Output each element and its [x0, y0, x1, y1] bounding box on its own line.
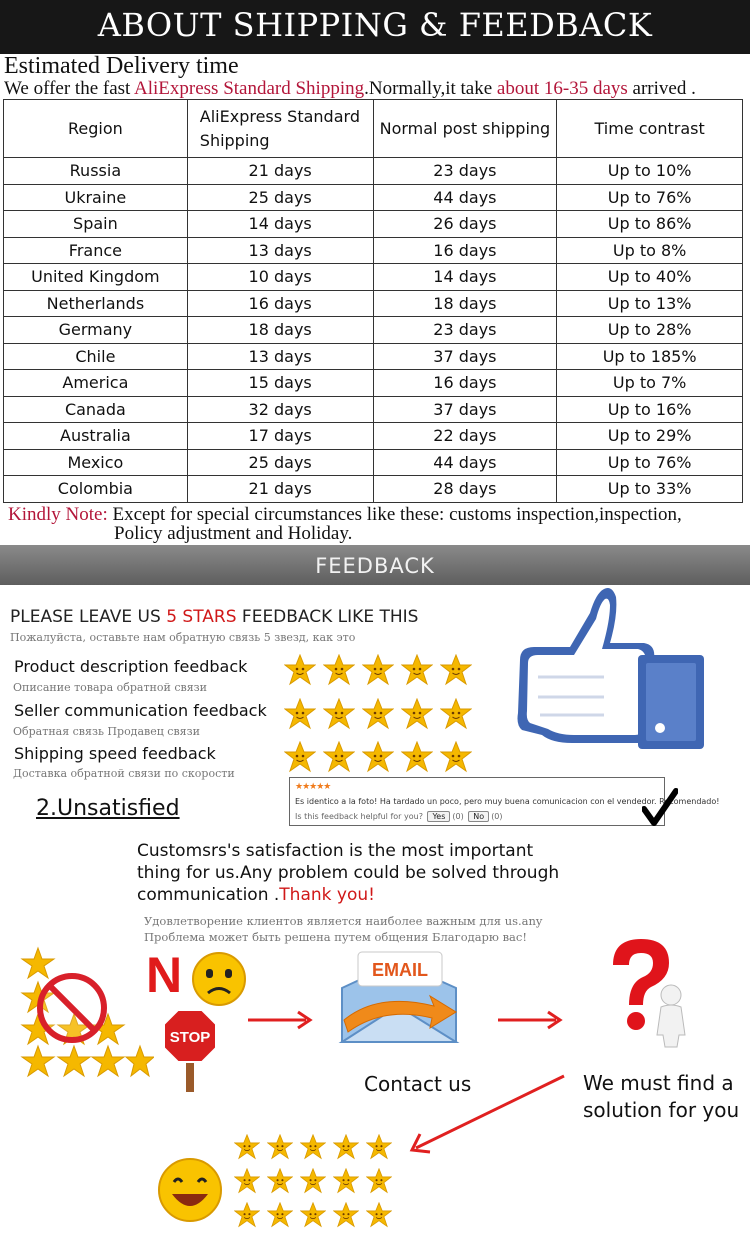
- standard-days-cell: 25 days: [187, 184, 373, 211]
- delivery-time-description: We offer the fast AliExpress Standard Shipping.Normally,it take about 16-35 days arrived .: [4, 78, 696, 99]
- star-icon: [362, 698, 394, 730]
- thumbs-up-icon: [512, 585, 712, 755]
- region-cell: France: [4, 237, 188, 264]
- region-cell: Colombia: [4, 476, 188, 503]
- star-icon: [323, 741, 355, 773]
- normal-days-cell: 23 days: [373, 317, 557, 344]
- table-row: [4, 396, 743, 423]
- normal-days-cell: 16 days: [373, 237, 557, 264]
- standard-days-cell: 32 days: [187, 396, 373, 423]
- table-row: [4, 237, 743, 264]
- arrow-down-left-icon: [404, 1074, 568, 1156]
- arrow-right-icon: [496, 1010, 566, 1030]
- star-icon: [440, 654, 472, 686]
- feedback-item-ru: Обратная связь Продавец связи: [13, 725, 200, 738]
- region-cell: Spain: [4, 211, 188, 238]
- star-icon: [267, 1202, 293, 1228]
- smiley-icon: [156, 1156, 224, 1224]
- contrast-cell: Up to 40%: [557, 264, 743, 291]
- feedback-item-label: Shipping speed feedback: [14, 744, 216, 763]
- normal-days-cell: 44 days: [373, 184, 557, 211]
- contrast-cell: Up to 10%: [557, 158, 743, 185]
- region-cell: Germany: [4, 317, 188, 344]
- header-time-contrast: Time contrast: [557, 100, 743, 158]
- table-row: [4, 290, 743, 317]
- star-icon: [300, 1202, 326, 1228]
- contrast-cell: Up to 8%: [557, 237, 743, 264]
- feedback-item-label: Product description feedback: [14, 657, 248, 676]
- region-cell: United Kingdom: [4, 264, 188, 291]
- region-cell: Ukraine: [4, 184, 188, 211]
- table-body: [4, 158, 743, 503]
- star-icon: [300, 1134, 326, 1160]
- header-region: Region: [4, 100, 188, 158]
- stop-sign-icon: [162, 1008, 218, 1092]
- star-rating: [284, 654, 472, 686]
- star-rating: [284, 741, 472, 773]
- region-cell: Russia: [4, 158, 188, 185]
- normal-days-cell: 28 days: [373, 476, 557, 503]
- no-button[interactable]: No: [468, 811, 489, 822]
- normal-days-cell: 14 days: [373, 264, 557, 291]
- star-icon: [300, 1168, 326, 1194]
- star-icon: [362, 654, 394, 686]
- no-text: N: [146, 947, 183, 1003]
- contact-us-label: Contact us: [364, 1072, 472, 1096]
- normal-days-cell: 44 days: [373, 449, 557, 476]
- normal-days-cell: 37 days: [373, 343, 557, 370]
- checkmark-icon: [642, 787, 678, 827]
- star-icon: [284, 741, 316, 773]
- question-person-icon: [595, 935, 695, 1049]
- star-icon: [440, 698, 472, 730]
- star-icon: [323, 654, 355, 686]
- header-normal-post: Normal post shipping: [373, 100, 557, 158]
- stop-sign-text: STOP: [169, 1029, 211, 1046]
- table-row: [4, 264, 743, 291]
- contrast-cell: Up to 28%: [557, 317, 743, 344]
- feedback-item-ru: Описание товара обратной связи: [13, 681, 207, 694]
- standard-days-cell: 21 days: [187, 158, 373, 185]
- feedback-item-label: Seller communication feedback: [14, 701, 267, 720]
- satisfaction-ru: Удовлетворение клиентов является наиболее важным для us.any Проблема может быть решена путем общения Благодарю вас!: [144, 914, 543, 944]
- leave-feedback-ru: Пожалуйста, оставьте нам обратную связь 5 звезд, как это: [10, 631, 356, 644]
- region-cell: Chile: [4, 343, 188, 370]
- star-icon: [323, 698, 355, 730]
- star-icon: [401, 654, 433, 686]
- header-banner: [0, 0, 750, 54]
- no-low-rating-icon: [14, 946, 154, 1080]
- leave-feedback-heading: PLEASE LEAVE US 5 STARS FEEDBACK LIKE THIS: [10, 607, 419, 627]
- table-row: [4, 317, 743, 344]
- region-cell: Netherlands: [4, 290, 188, 317]
- star-rating: [284, 698, 472, 730]
- table-row: [4, 423, 743, 450]
- page-title: ABOUT SHIPPING & FEEDBACK: [97, 6, 653, 44]
- contrast-cell: Up to 185%: [557, 343, 743, 370]
- review-stars: ★★★★★: [295, 782, 331, 792]
- feedback-banner: FEEDBACK: [0, 545, 750, 585]
- helpful-prompt: Is this feedback helpful for you? Yes (0) No (0): [295, 812, 503, 821]
- standard-days-cell: 21 days: [187, 476, 373, 503]
- standard-days-cell: 15 days: [187, 370, 373, 397]
- star-icon: [234, 1134, 260, 1160]
- review-text: Es identico a la foto! Ha tardado un poco, pero muy buena comunicacion con el vendedor. Recomendado!: [295, 797, 720, 806]
- yes-button[interactable]: Yes: [427, 811, 450, 822]
- star-icon: [267, 1134, 293, 1160]
- standard-days-cell: 17 days: [187, 423, 373, 450]
- star-icon: [284, 654, 316, 686]
- table-row: [4, 211, 743, 238]
- normal-days-cell: 22 days: [373, 423, 557, 450]
- email-text: EMAIL: [372, 960, 428, 980]
- region-cell: Mexico: [4, 449, 188, 476]
- region-cell: America: [4, 370, 188, 397]
- standard-days-cell: 13 days: [187, 237, 373, 264]
- header-standard-shipping: AliExpress Standard Shipping: [187, 100, 373, 158]
- feedback-item-ru: Доставка обратной связи по скорости: [13, 767, 235, 780]
- normal-days-cell: 16 days: [373, 370, 557, 397]
- standard-days-cell: 25 days: [187, 449, 373, 476]
- kindly-note: Kindly Note: Except for special circumstances like these: customs inspection,inspection, Policy adjustment and Holiday.: [8, 504, 682, 544]
- table-row: [4, 476, 743, 503]
- contrast-cell: Up to 33%: [557, 476, 743, 503]
- arrow-right-icon: [246, 1010, 316, 1030]
- star-icon: [440, 741, 472, 773]
- standard-days-cell: 18 days: [187, 317, 373, 344]
- star-icon: [284, 698, 316, 730]
- star-icon: [366, 1202, 392, 1228]
- standard-days-cell: 14 days: [187, 211, 373, 238]
- standard-days-cell: 10 days: [187, 264, 373, 291]
- normal-days-cell: 18 days: [373, 290, 557, 317]
- table-row: [4, 184, 743, 211]
- star-icon: [234, 1168, 260, 1194]
- bottom-star-grid: [234, 1134, 394, 1234]
- normal-days-cell: 37 days: [373, 396, 557, 423]
- standard-days-cell: 13 days: [187, 343, 373, 370]
- star-icon: [401, 741, 433, 773]
- standard-days-cell: 16 days: [187, 290, 373, 317]
- star-icon: [362, 741, 394, 773]
- delivery-table: [3, 99, 743, 503]
- contrast-cell: Up to 16%: [557, 396, 743, 423]
- sad-face-icon: [190, 951, 248, 1007]
- satisfaction-message: Customsrs's satisfaction is the most important thing for us.Any problem could be solved through communication .Thank you!: [137, 841, 560, 905]
- contrast-cell: Up to 7%: [557, 370, 743, 397]
- region-cell: Canada: [4, 396, 188, 423]
- contrast-cell: Up to 13%: [557, 290, 743, 317]
- contrast-cell: Up to 86%: [557, 211, 743, 238]
- star-icon: [366, 1134, 392, 1160]
- review-snippet: [289, 777, 720, 826]
- table-row: [4, 343, 743, 370]
- star-icon: [401, 698, 433, 730]
- solution-label: We must find a solution for you: [583, 1071, 740, 1122]
- table-row: [4, 158, 743, 185]
- table-row: [4, 370, 743, 397]
- star-icon: [267, 1168, 293, 1194]
- contrast-cell: Up to 29%: [557, 423, 743, 450]
- contrast-cell: Up to 76%: [557, 449, 743, 476]
- contrast-cell: Up to 76%: [557, 184, 743, 211]
- normal-days-cell: 26 days: [373, 211, 557, 238]
- normal-days-cell: 23 days: [373, 158, 557, 185]
- star-icon: [366, 1168, 392, 1194]
- star-icon: [234, 1202, 260, 1228]
- star-icon: [333, 1202, 359, 1228]
- region-cell: Australia: [4, 423, 188, 450]
- unsatisfied-heading: 2.Unsatisfied: [36, 796, 180, 821]
- table-row: [4, 449, 743, 476]
- delivery-time-heading: Estimated Delivery time: [4, 53, 239, 79]
- table-header-row: [4, 100, 743, 158]
- star-icon: [333, 1168, 359, 1194]
- star-icon: [333, 1134, 359, 1160]
- email-icon: [338, 948, 462, 1048]
